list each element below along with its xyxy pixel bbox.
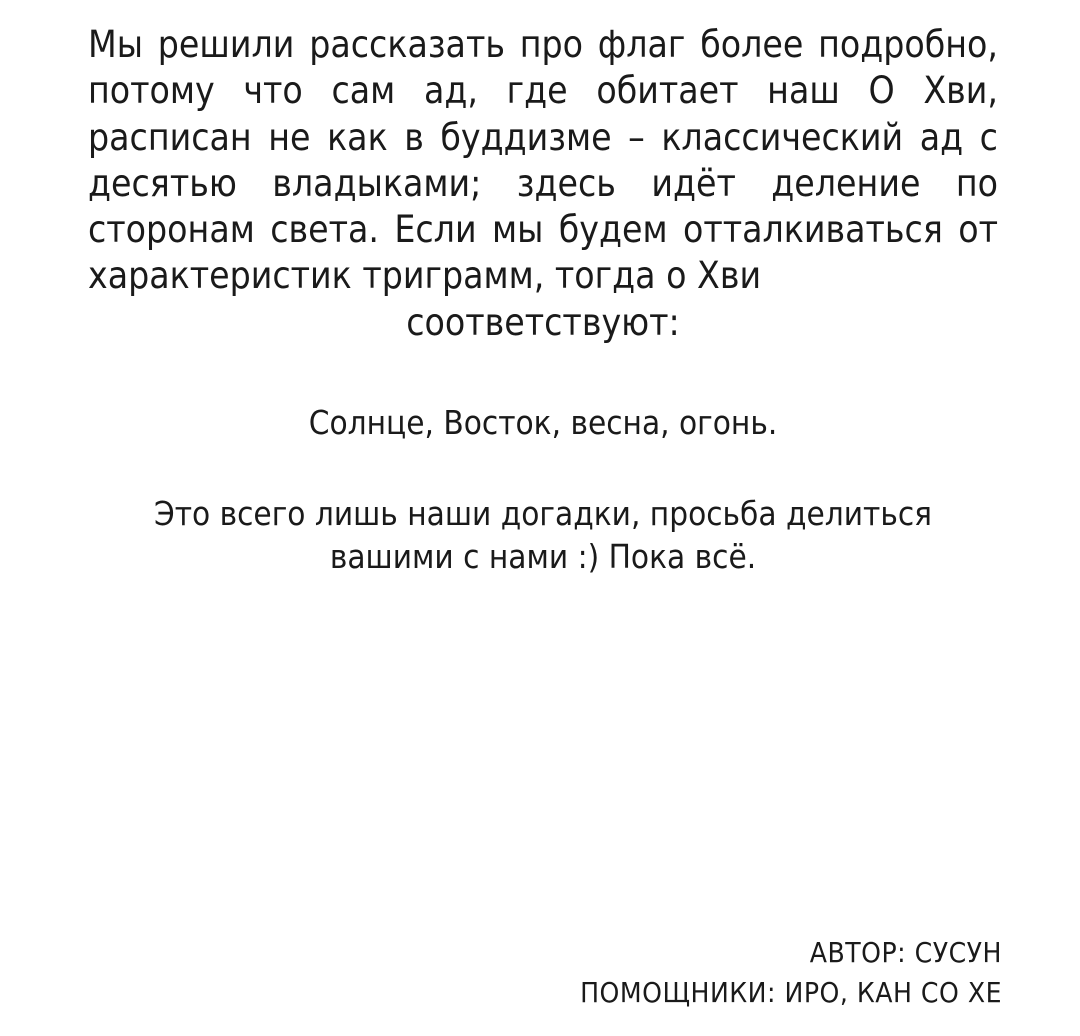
paragraph-closing-line-2: вашими с нами :) Пока всё. <box>329 536 757 576</box>
paragraph-attributes: Солнце, Восток, весна, огонь. <box>308 402 778 442</box>
spacer-one <box>88 346 998 402</box>
credits-block <box>580 933 1002 1014</box>
credits-author: АВТОР: СУСУН <box>809 935 1002 969</box>
document-body <box>88 22 998 578</box>
paragraph-intro <box>88 22 998 346</box>
paragraph-closing-line-1: Это всего лишь наши догадки, просьба делиться <box>153 493 933 533</box>
paragraph-intro-last-line: соответствуют: <box>406 300 680 344</box>
paragraph-intro-text: Мы решили рассказать про флаг более подробно, потому что сам ад, где обитает наш О Хви, расписан не как в буддизме – классический ад с десятью владыками; здесь идёт деление по сторонам света. Если мы будем отталкиваться от характеристик триграмм, тогда о Хви <box>88 23 998 298</box>
paragraph-closing <box>88 493 998 579</box>
spacer-two <box>88 445 998 493</box>
credits-helpers: ПОМОЩНИКИ: ИРО, КАН СО ХЕ <box>580 976 1002 1010</box>
